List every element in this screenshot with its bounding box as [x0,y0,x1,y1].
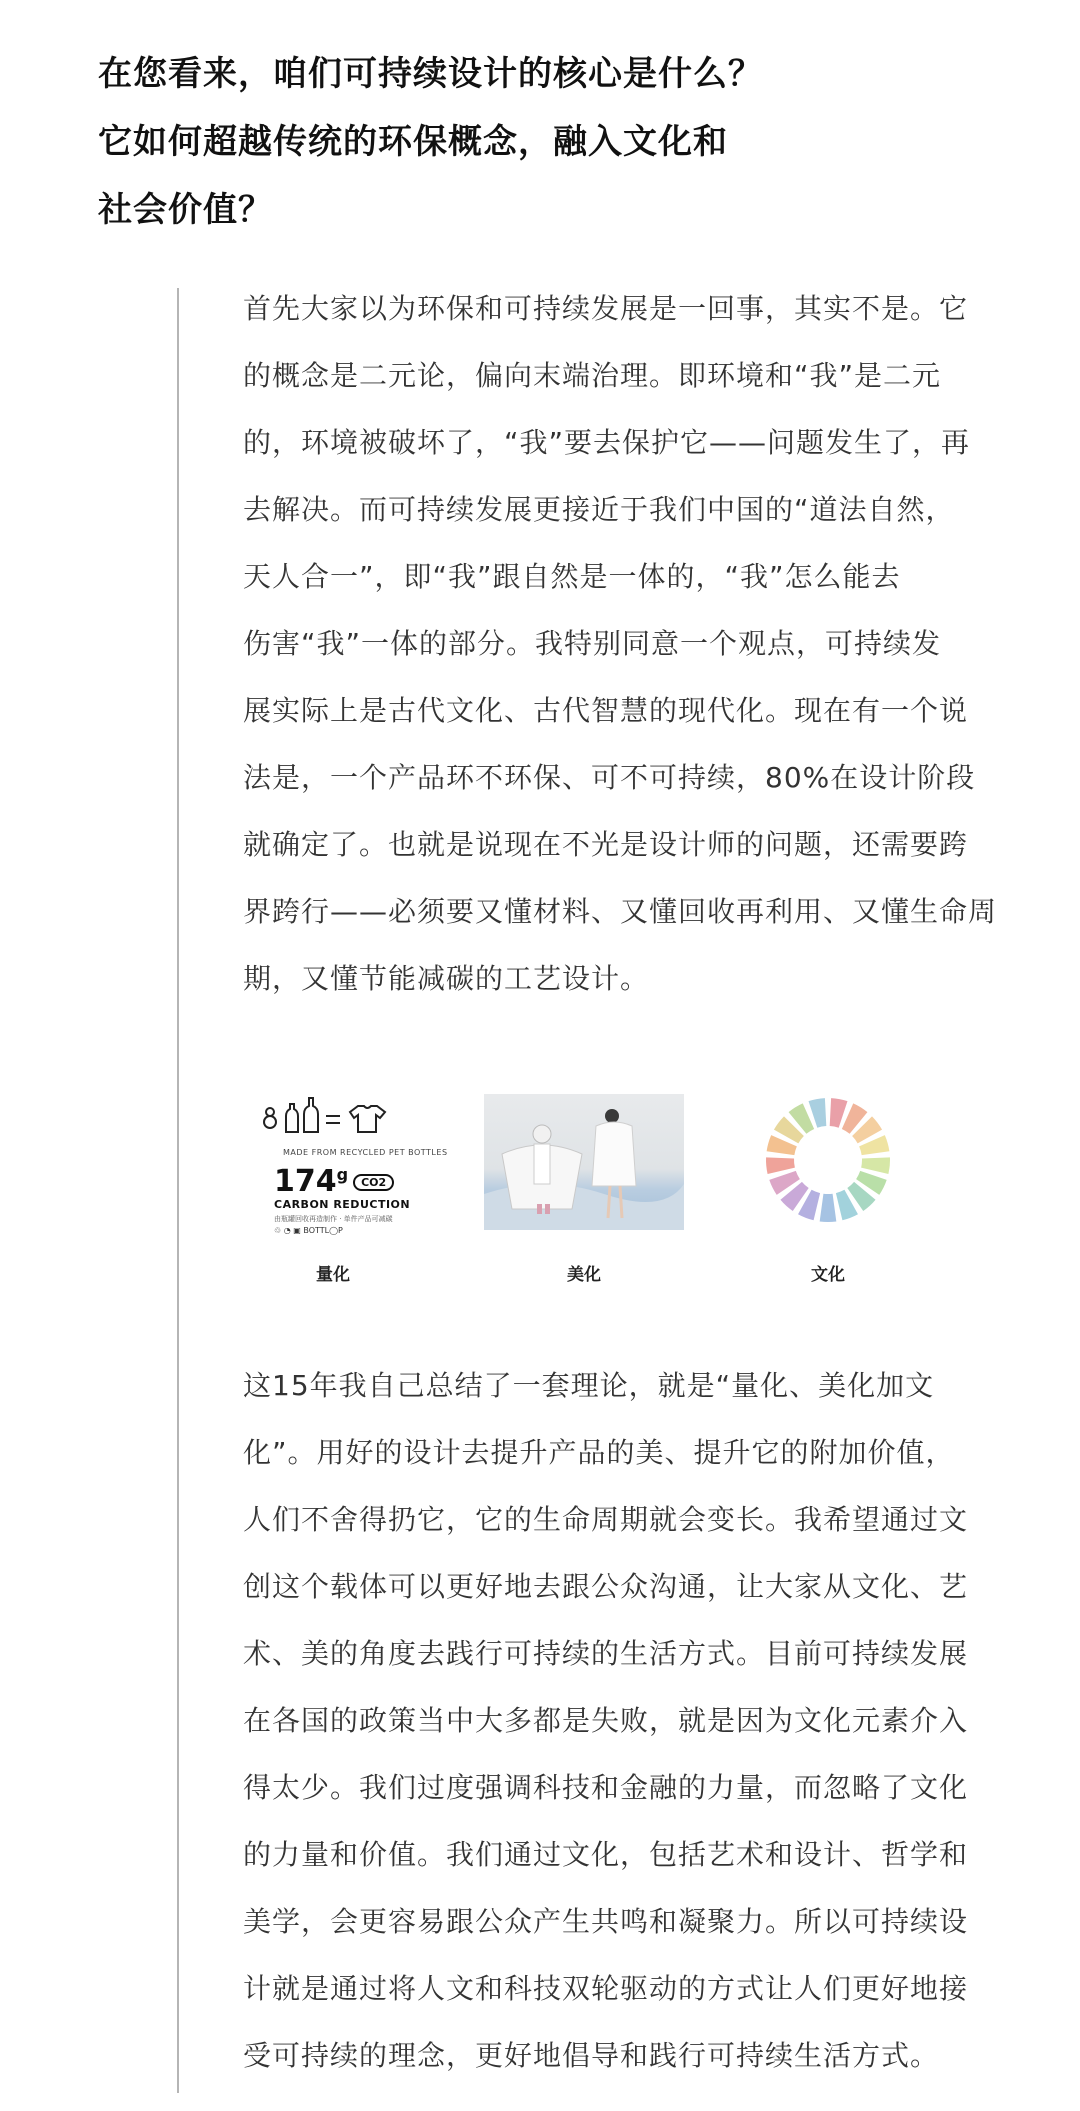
sdg-color-wheel-icon [758,1090,898,1230]
caption-culture: 文化 [811,1265,845,1285]
question-line-1: 在您看来，咱们可持续设计的核心是什么？ [98,54,763,94]
question-line-3: 社会价值？ [98,190,273,230]
paragraph-line: 的力量和价值。我们通过文化，包括艺术和设计、哲学和 [243,1838,969,1871]
paragraph-line: 法是，一个产品环不环保、可不可持续，80%在设计阶段 [243,761,976,794]
figure-culture [758,1090,898,1290]
quote-rule [177,288,179,2093]
paragraph-line: 人们不舍得扔它，它的生命周期就会变长。我希望通过文 [243,1503,969,1536]
figure-beautify [484,1090,684,1290]
paragraph-line: 的概念是二元论，偏向末端治理。即环境和“我”是二元 [243,359,942,392]
carbon-reduction-label: CARBON REDUCTION [274,1198,411,1211]
brand-line: ♲ ◔ ▣ BOTTL◯P [274,1226,343,1235]
paragraph-line: 创这个载体可以更好地去跟公众沟通，让大家从文化、艺 [243,1570,969,1603]
caption-quantify: 量化 [316,1265,350,1285]
paragraph-line: 就确定了。也就是说现在不光是设计师的问题，还需要跨 [243,828,969,861]
wheel-segment [766,1157,795,1174]
wheel-segment [820,1194,837,1222]
paragraph-line: 期，又懂节能减碳的工艺设计。 [243,962,650,995]
answer-paragraph-1 [243,275,998,1012]
children-in-white-capes-photo [484,1094,684,1230]
paragraph-line: 首先大家以为环保和可持续发展是一回事，其实不是。它 [243,292,969,325]
carbon-unit: g [336,1165,349,1184]
paragraph-line: 的，环境被破坏了，“我”要去保护它——问题发生了，再 [243,426,971,459]
paragraph-line: 去解决。而可持续发展更接近于我们中国的“道法自然， [243,493,955,526]
wheel-segment [861,1157,890,1174]
carbon-number: 174 [274,1164,337,1199]
paragraph-line: 展实际上是古代文化、古代智慧的现代化。现在有一个说 [243,694,969,727]
answer-paragraph-2 [243,1352,983,2089]
paragraph-line: 在各国的政策当中大多都是失败，就是因为文化元素介入 [243,1704,969,1737]
paragraph-line: 术、美的角度去践行可持续的生活方式。目前可持续发展 [243,1637,969,1670]
bottles-equals-shirt-icon [258,1090,408,1140]
paragraph-line: 美学，会更容易跟公众产生共鸣和凝聚力。所以可持续设 [243,1905,969,1938]
interview-question [98,40,998,244]
paragraph-line: 受可持续的理念，更好地倡导和践行可持续生活方式。 [243,2039,940,2072]
carbon-value [274,1164,394,1199]
co2-label: CO2 [361,1176,387,1189]
co2-cloud-icon [353,1174,394,1191]
made-from-text: MADE FROM RECYCLED PET BOTTLES [283,1148,448,1157]
paragraph-line: 界跨行——必须要又懂材料、又懂回收再利用、又懂生命周 [243,895,998,928]
paragraph-line: 化”。用好的设计去提升产品的美、提升它的附加价值， [243,1436,955,1469]
caption-beautify: 美化 [567,1265,601,1285]
paragraph-line: 天人合一”，即“我”跟自然是一体的，“我”怎么能去 [243,560,901,593]
figure-quantify [258,1090,448,1290]
small-note: 由瓶罐回收再造制作 · 单件产品可减碳 [274,1215,393,1223]
paragraph-line: 伤害“我”一体的部分。我特别同意一个观点，可持续发 [243,627,942,660]
paragraph-line: 得太少。我们过度强调科技和金融的力量，而忽略了文化 [243,1771,969,1804]
paragraph-line: 计就是通过将人文和科技双轮驱动的方式让人们更好地接 [243,1972,969,2005]
paragraph-line: 这15年我自己总结了一套理论，就是“量化、美化加文 [243,1369,935,1402]
question-line-2: 它如何超越传统的环保概念，融入文化和 [98,122,728,162]
